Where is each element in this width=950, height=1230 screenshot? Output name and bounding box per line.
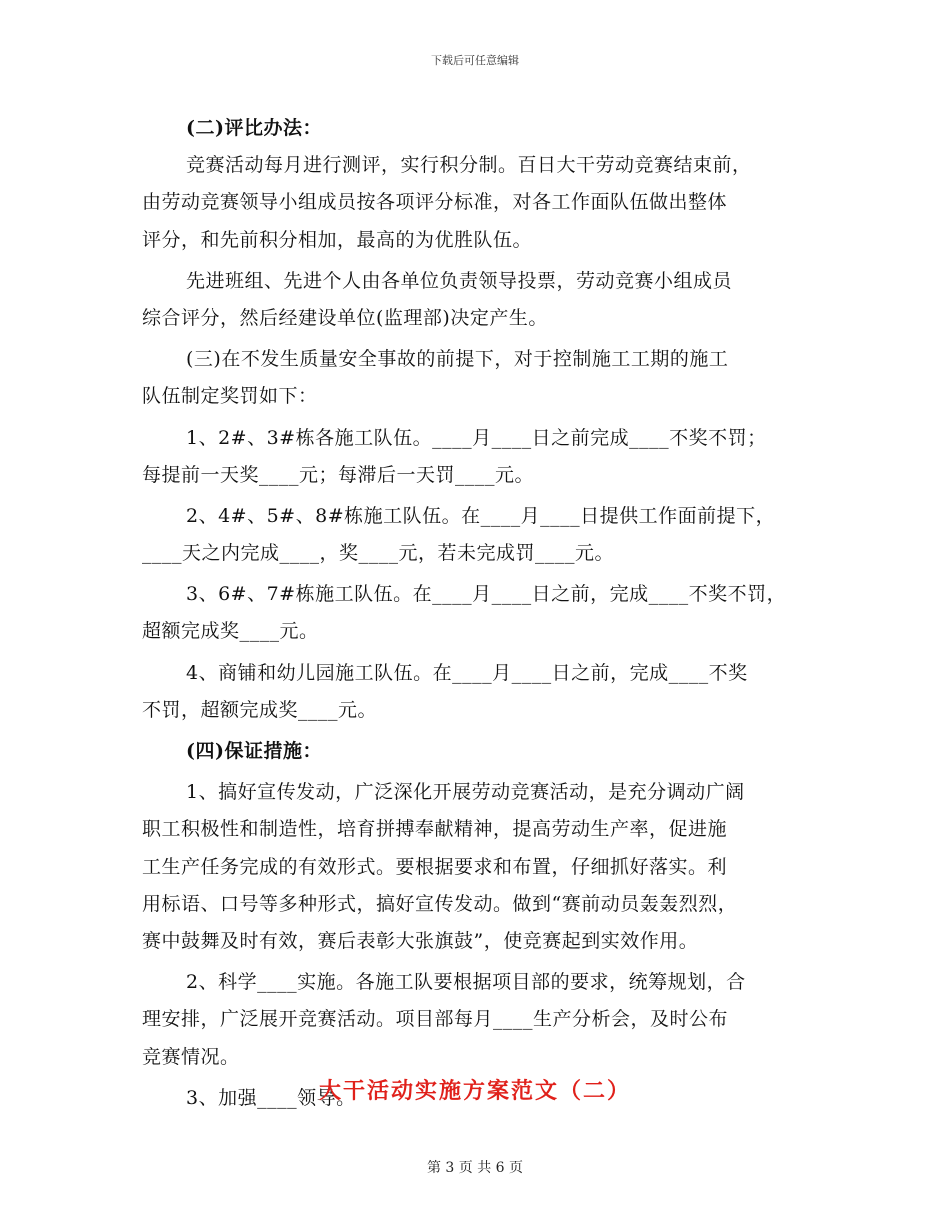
text-line: 队伍制定奖罚如下： [142,385,318,408]
text-line: (四)保证措施： [186,740,322,762]
text-line: 先进班组、先进个人由各单位负责领导投票，劳动竞赛小组成员 [186,269,733,292]
text-line: 2、4#、5#、8#栋施工队伍。在____月____日提供工作面前提下， [186,504,776,527]
text-line: 2、科学____实施。各施工队要根据项目部的要求，统筹规划，合 [186,971,746,994]
text-line: 评分，和先前积分相加，最高的为优胜队伍。 [142,228,533,251]
document-body [142,110,810,1117]
text-line: 理安排，广泛展开竞赛活动。项目部每月____生产分析会，及时公布 [142,1008,729,1031]
section-title: 大干活动实施方案范文（二） [318,1078,631,1104]
text-line: ____天之内完成____，奖____元，若未完成罚____元。 [142,542,615,565]
text-line: 职工积极性和制造性，培育拼搏奉献精神，提高劳动生产率，促进施 [142,818,728,841]
text-line: 由劳动竞赛领导小组成员按各项评分标准，对各工作面队伍做出整体 [142,191,728,214]
text-line: 3、6#、7#栋施工队伍。在____月____日之前，完成____不奖不罚， [186,583,787,606]
text-line: 综合评分，然后经建设单位(监理部)决定产生。 [142,306,548,329]
text-line: 4、商铺和幼儿园施工队伍。在____月____日之前，完成____不奖 [186,661,748,684]
text-line: 不罚，超额完成奖____元。 [142,698,378,721]
text-line: 竞赛情况。 [142,1045,240,1068]
text-line: 竞赛活动每月进行测评，实行积分制。百日大干劳动竞赛结束前， [186,154,752,177]
text-line: 1、搞好宣传发动，广泛深化开展劳动竞赛活动，是充分调动广阔 [186,781,745,804]
text-line: 超额完成奖____元。 [142,620,319,643]
text-line: (二)评比办法： [186,117,322,139]
page-footer: 第 3 页 共 6 页 [426,1160,524,1176]
text-line: 工生产任务完成的有效形式。要根据要求和布置，仔细抓好落实。利 [142,855,728,878]
text-line: (三)在不发生质量安全事故的前提下，对于控制施工工期的施工 [186,348,729,371]
text-line: 1、2#、3#栋各施工队伍。____月____日之前完成____不奖不罚； [186,426,767,449]
text-line: 每提前一天奖____元；每滞后一天罚____元。 [142,463,535,486]
text-line: 用标语、口号等多种形式，搞好宣传发动。做到“赛前动员轰轰烈烈， [142,892,738,915]
page-header: 下载后可任意编辑 [431,54,519,67]
text-line: 赛中鼓舞及时有效，赛后表彰大张旗鼓”，使竞赛起到实效作用。 [142,929,699,952]
text-line: 3、加强____领导。 [186,1086,356,1109]
